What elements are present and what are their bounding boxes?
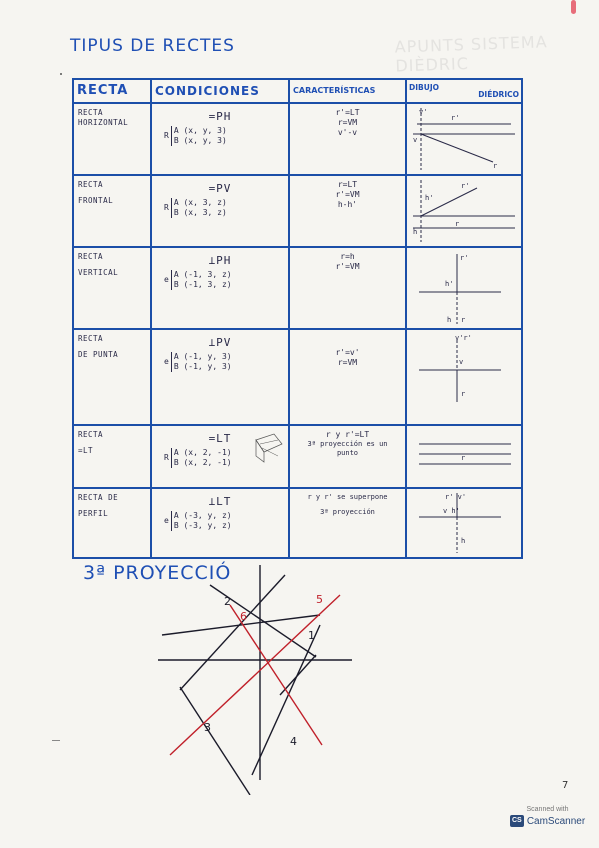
- characteristic: r'=v': [335, 348, 360, 358]
- rectes-table: [72, 78, 523, 559]
- point-b: B (-1, 3, z): [173, 280, 232, 289]
- row-name-l2: VERTICAL: [78, 267, 119, 277]
- camscanner-logo: CS: [510, 815, 524, 827]
- characteristic: punto: [336, 449, 359, 457]
- point-a: A (-1, y, 3): [173, 352, 232, 361]
- characteristic: r'=VM: [335, 262, 360, 272]
- row-name-l1: RECTA: [78, 430, 104, 440]
- diag-label: v': [419, 108, 428, 117]
- characteristic: r y r'=LT: [325, 430, 370, 440]
- characteristic: h-h': [337, 200, 358, 210]
- vertical-line-diagram: [407, 248, 523, 328]
- row-name-cell: [73, 103, 151, 175]
- condition-head: ⊥PV: [208, 336, 232, 350]
- conditions-cell: [151, 488, 289, 558]
- diag-label: r: [461, 316, 466, 325]
- row-name-l1: RECTA DE: [78, 493, 119, 503]
- red-construction-line: [230, 605, 322, 745]
- table-row: [73, 488, 522, 558]
- characteristic: r'=VM: [335, 190, 360, 200]
- condition-head: =LT: [208, 432, 232, 446]
- diag-label: r': [451, 114, 460, 123]
- characteristic: v'-v: [337, 128, 358, 138]
- table-row: [73, 175, 522, 247]
- point-a: A (-1, 3, z): [173, 270, 232, 279]
- diag-label: r: [493, 162, 498, 171]
- table-row: [73, 329, 522, 425]
- row-name-l1: RECTA: [78, 180, 104, 190]
- page-title: TIPUS DE RECTES: [70, 36, 235, 56]
- row-name-l1: RECTA: [78, 252, 104, 262]
- point-a: A (x, 2, -1): [173, 448, 232, 457]
- header-recta: RECTA: [73, 79, 151, 103]
- point-b: B (x, 3, z): [173, 208, 227, 217]
- ink-dot: [60, 73, 62, 75]
- label-num: 3: [204, 721, 211, 734]
- characteristics-cell: [289, 425, 406, 488]
- lt-line-diagram: [407, 426, 523, 484]
- diag-label: h: [461, 537, 466, 546]
- header-condiciones: CONDICIONES: [151, 79, 289, 103]
- characteristic: r=VM: [337, 118, 358, 128]
- row-name-cell: [73, 329, 151, 425]
- diag-label: v h': [443, 507, 460, 516]
- construction-line: [180, 687, 250, 795]
- header-dibujo-l2: DIÉDRICO: [478, 90, 519, 100]
- row-name-l2: FRONTAL: [78, 195, 114, 205]
- header-dibujo: [406, 79, 522, 103]
- characteristic: r=VM: [337, 358, 358, 368]
- characteristic: r=LT: [337, 180, 358, 190]
- row-name-cell: [73, 247, 151, 329]
- diagram-cell: [406, 488, 522, 558]
- condition-points: [164, 198, 284, 218]
- diag-label: v: [413, 136, 418, 145]
- condition-label: e: [164, 357, 169, 366]
- diag-label: v'r': [455, 334, 472, 343]
- row-name-l2: DE PUNTA: [78, 349, 119, 359]
- point-a: A (x, y, 3): [173, 126, 227, 135]
- diagram-cell: [406, 247, 522, 329]
- construction-line: [252, 625, 320, 775]
- camscanner-watermark: [505, 806, 590, 840]
- diag-label: r: [461, 454, 466, 463]
- diagram-cell: [406, 103, 522, 175]
- diag-label: r': [461, 182, 470, 191]
- row-name-l2: =LT: [78, 445, 94, 455]
- conditions-cell: [151, 247, 289, 329]
- condition-head: ⊥PH: [208, 254, 232, 268]
- characteristics-cell: [289, 103, 406, 175]
- characteristics-cell: [289, 247, 406, 329]
- table-row: [73, 247, 522, 329]
- red-tab-marker: [571, 0, 576, 14]
- point-b: B (x, y, 3): [173, 136, 227, 145]
- condition-head: =PV: [208, 182, 232, 196]
- point-b: B (-1, y, 3): [173, 362, 232, 371]
- condition-points: [164, 126, 284, 146]
- condition-label: R: [164, 203, 169, 212]
- table-row: [73, 425, 522, 488]
- diagram-cell: [406, 425, 522, 488]
- characteristic: r'=LT: [335, 108, 360, 118]
- row-name-cell: [73, 175, 151, 247]
- bleed-through-text: APUNTS SISTEMA DIÈDRIC: [394, 32, 548, 76]
- row-name-cell: [73, 488, 151, 558]
- condition-head: ⊥LT: [208, 495, 232, 509]
- condition-label: e: [164, 275, 169, 284]
- label-num: 4: [290, 735, 297, 748]
- row-name-cell: [73, 425, 151, 488]
- table-header-row: [73, 79, 522, 103]
- scanned-with-text: Scanned with: [526, 806, 569, 813]
- frontal-line-diagram: [407, 176, 523, 246]
- third-projection-construction: [140, 565, 370, 795]
- characteristic: r y r' se superpone: [307, 493, 388, 502]
- condition-label: R: [164, 131, 169, 140]
- header-dibujo-l1: DIBUJO: [409, 82, 439, 92]
- conditions-cell: [151, 329, 289, 425]
- diag-label: r' v': [445, 493, 467, 502]
- ink-dash: [52, 740, 60, 741]
- condition-points: [164, 270, 284, 290]
- construction-line: [180, 575, 285, 690]
- condition-points: [164, 511, 284, 531]
- row-name-l2: HORIZONTAL: [78, 117, 129, 127]
- characteristics-cell: [289, 488, 406, 558]
- label-num: 5: [316, 593, 323, 606]
- profile-line-diagram: [407, 489, 523, 557]
- row-name-l1: RECTA: [78, 108, 104, 118]
- header-caracteristicas: CARACTERÍSTICAS: [289, 79, 406, 103]
- point-b: B (x, 2, -1): [173, 458, 232, 467]
- point-line-diagram: [407, 330, 523, 410]
- condition-head: =PH: [208, 110, 232, 124]
- characteristic: r=h: [340, 252, 355, 262]
- diag-label: r: [455, 220, 460, 229]
- diagram-cell: [406, 329, 522, 425]
- diag-label: r': [460, 254, 469, 263]
- condition-label: e: [164, 516, 169, 525]
- point-a: A (-3, y, z): [173, 511, 232, 520]
- horizontal-line-diagram: [407, 104, 523, 174]
- page-number: 7: [562, 780, 569, 791]
- row-name-l1: RECTA: [78, 334, 104, 344]
- characteristic: 3ª proyección: [320, 508, 375, 516]
- diag-label: v: [459, 358, 464, 367]
- conditions-cell: [151, 103, 289, 175]
- table-row: [73, 103, 522, 175]
- label-num: 2: [224, 595, 231, 608]
- label-num: 1: [308, 629, 315, 642]
- red-construction-line: [170, 595, 340, 755]
- condition-points: [164, 352, 284, 372]
- characteristics-cell: [289, 175, 406, 247]
- point-b: B (-3, y, z): [173, 521, 232, 530]
- diag-label: h: [413, 228, 418, 237]
- label-num: 6: [240, 610, 247, 623]
- section-title: 3ª PROYECCIÓ: [83, 562, 232, 584]
- diag-label: h': [425, 194, 434, 203]
- point-a: A (x, 3, z): [173, 198, 227, 207]
- diagram-cell: [406, 175, 522, 247]
- mini-3d-sketch: [252, 430, 286, 464]
- diag-label: r: [461, 390, 466, 399]
- characteristics-cell: [289, 329, 406, 425]
- row-name-l2: PERFIL: [78, 508, 109, 518]
- condition-label: R: [164, 453, 169, 462]
- conditions-cell: [151, 175, 289, 247]
- characteristic: 3ª proyección es un: [307, 440, 388, 449]
- diag-label: h: [447, 316, 452, 325]
- diag-label: h': [445, 280, 454, 289]
- conditions-cell: [151, 425, 289, 488]
- camscanner-brand: CamScanner: [526, 815, 586, 827]
